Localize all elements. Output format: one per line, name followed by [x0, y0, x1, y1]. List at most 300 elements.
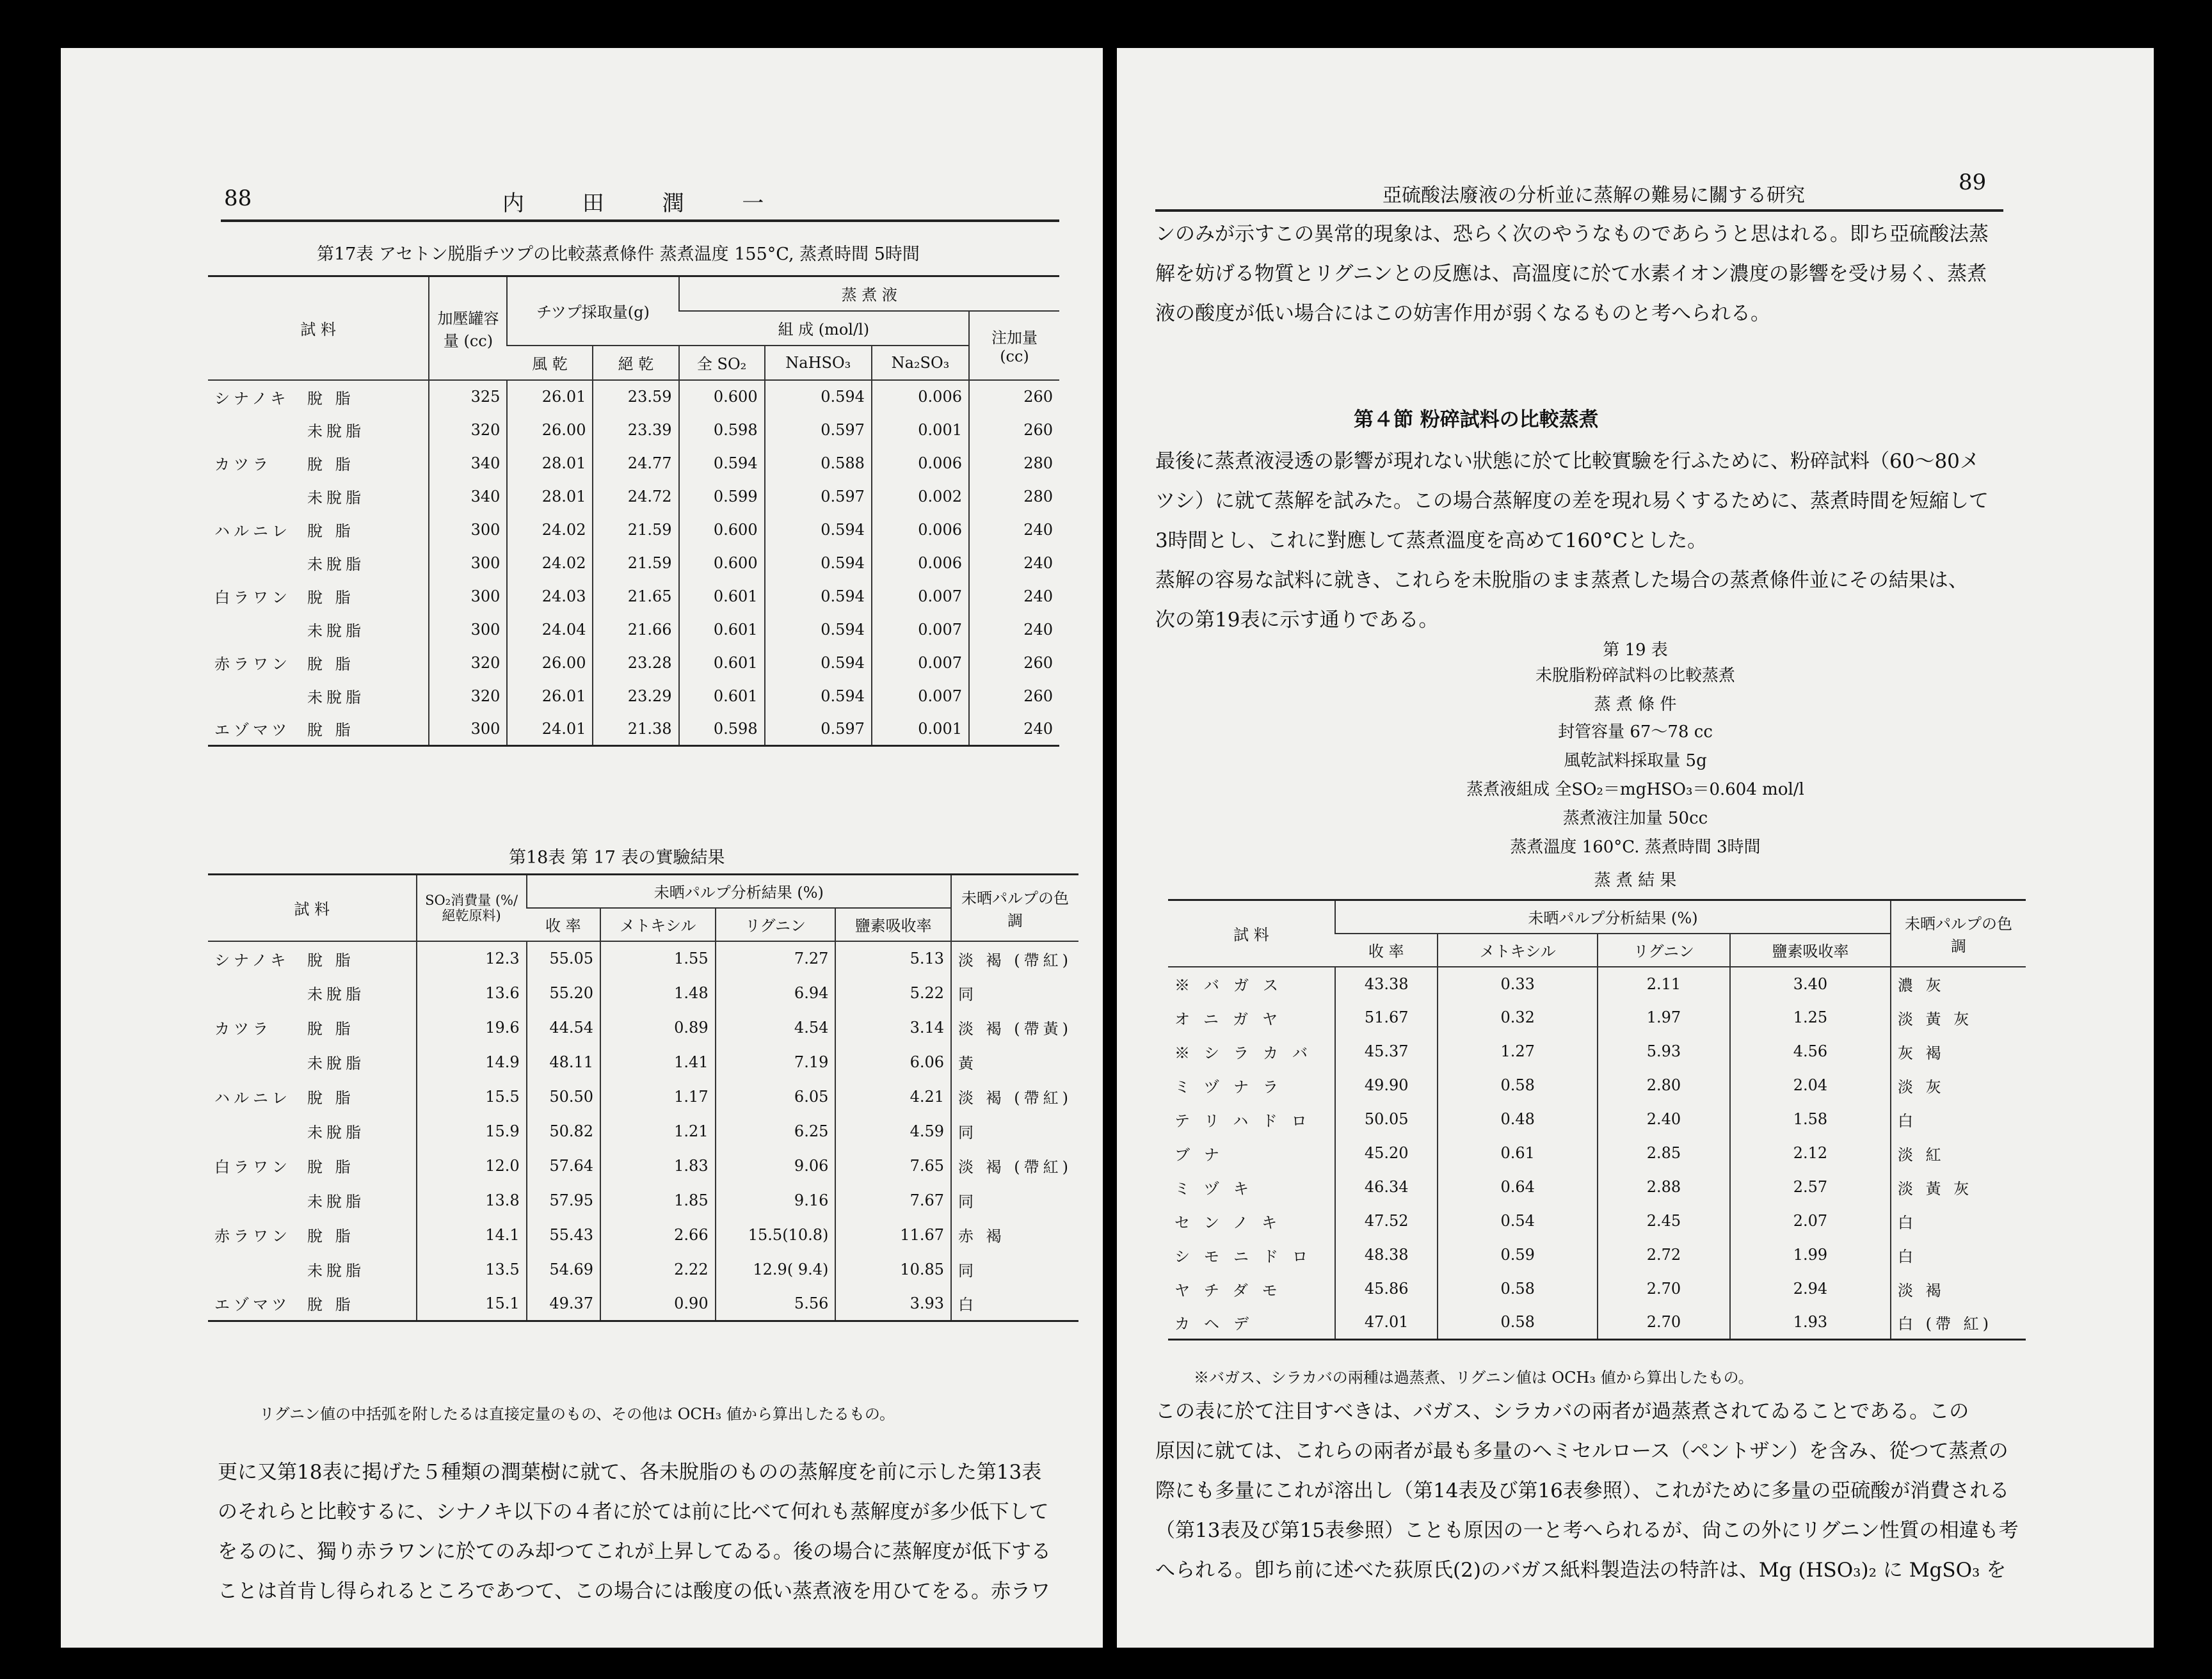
table-17-header-sample: 試 料 — [208, 276, 429, 380]
table-cell-color: 同 — [951, 1252, 1078, 1287]
table-cell-capacity: 300 — [429, 580, 507, 613]
table-cell-yield: 49.37 — [527, 1287, 600, 1321]
sample-wood: シナノキ — [214, 389, 290, 408]
text-line: 次の第19表に示す通りである。 — [1155, 609, 1439, 632]
table-cell-yield: 46.34 — [1335, 1170, 1438, 1204]
table-18-caption: 第18表 第 17 表の實驗結果 — [509, 848, 725, 868]
text-line: へられる。卽ち前に述べた荻原氏(2)のバガス紙料製造法の特許は、Mg (HSO₃)₂ に MgSO₃ を — [1155, 1559, 2007, 1582]
table-18-header-yield: 收 率 — [527, 908, 600, 941]
text-line: 3時間とし、これに對應して蒸煮溫度を高めて160°Cとした。 — [1155, 529, 1708, 552]
table-17-header-so2: 全 SO₂ — [679, 346, 765, 380]
table-cell-sample — [208, 1183, 417, 1218]
table-cell-added: 240 — [969, 613, 1059, 646]
table-19-subtitle: 未脫脂粉碎試料の比較蒸煮 — [1535, 666, 1735, 685]
table-cell-color: 淡 灰 — [1891, 1069, 2026, 1102]
table-cell-yield: 57.95 — [527, 1183, 600, 1218]
table-cell-nahso3: 0.594 — [765, 680, 872, 713]
table-18-header-methoxyl: メトキシル — [600, 908, 716, 941]
table-cell-added: 280 — [969, 480, 1059, 513]
table-cell-abs-dry: 21.65 — [593, 580, 678, 613]
table-cell-sample — [208, 646, 429, 680]
text-line: のそれらと比較するに、シナノキ以下の４者に於ては前に比べて何れも蒸解度が多少低下して — [218, 1500, 1049, 1524]
table-18 — [208, 873, 1078, 1322]
table-cell-capacity: 320 — [429, 413, 507, 447]
table-row — [1168, 1204, 2026, 1238]
author: 内 田 潤 一 — [502, 191, 790, 216]
table-19-header-lignin: リグニン — [1598, 934, 1730, 967]
sample-wood: カツラ — [214, 456, 272, 473]
table-cell-sample: カヘデ — [1174, 1314, 1263, 1333]
table-cell-so2: 0.598 — [679, 713, 765, 746]
table-cell-so2: 0.601 — [679, 646, 765, 680]
table-cell-lignin: 2.70 — [1598, 1306, 1730, 1340]
table-cell-methoxyl: 1.21 — [600, 1114, 716, 1149]
table-19-footnote: ※バガス、シラカバの兩種は過蒸煮、リグニン値は OCH₃ 値から算出したもの。 — [1194, 1369, 1754, 1387]
table-row — [208, 680, 1059, 713]
table-cell-yield: 48.38 — [1335, 1238, 1438, 1272]
table-cell-sample — [208, 1079, 417, 1114]
table-cell-abs-dry: 23.29 — [593, 680, 678, 713]
table-cell-sample — [208, 413, 429, 447]
table-row — [1168, 967, 2026, 1001]
table-cell-chlorine: 2.94 — [1730, 1272, 1891, 1306]
page-number: 88 — [224, 186, 252, 211]
table-cell-so2-consumed: 13.8 — [417, 1183, 527, 1218]
table-cell-color: 淡 褐 (帶紅) — [951, 1149, 1078, 1183]
table-cell-methoxyl: 0.54 — [1438, 1204, 1598, 1238]
sample-condition: 脫 脂 — [307, 1296, 355, 1314]
table-cell-abs-dry: 23.39 — [593, 413, 678, 447]
table-cell-na2so3: 0.006 — [872, 447, 969, 480]
table-row — [208, 1183, 1078, 1218]
table-row — [208, 1114, 1078, 1149]
table-cell-lignin: 12.9( 9.4) — [716, 1252, 836, 1287]
table-cell-so2-consumed: 15.1 — [417, 1287, 527, 1321]
table-cell-sample: ※バガス — [1174, 976, 1292, 994]
table-cell-methoxyl: 0.59 — [1438, 1238, 1598, 1272]
table-17-header-liquor: 蒸 煮 液 — [679, 276, 1059, 311]
table-cell-color: 淡 褐 (帶黃) — [951, 1010, 1078, 1045]
table-cell-nahso3: 0.597 — [765, 713, 872, 746]
table-cell-chlorine: 3.14 — [835, 1010, 951, 1045]
table-cell-sample: センノキ — [1174, 1213, 1292, 1232]
table-cell-sample — [208, 480, 429, 513]
text-line: 蒸解の容易な試料に就き、これらを未脫脂のまま蒸煮した場合の蒸煮條件並にその結果は、 — [1155, 569, 1968, 592]
table-cell-color: 同 — [951, 1183, 1078, 1218]
table-cell-air-dry: 24.04 — [507, 613, 593, 646]
table-cell-methoxyl: 0.90 — [600, 1287, 716, 1321]
table-cell-so2-consumed: 14.1 — [417, 1218, 527, 1252]
table-19-header-sample: 試 料 — [1168, 900, 1335, 967]
table-18-header-so2: SO₂消費量 (%/絕乾原料) — [417, 875, 527, 941]
text-line: 更に又第18表に掲げた５種類の潤葉樹に就て、各未脫脂のものの蒸解度を前に示した第13表 — [218, 1461, 1042, 1484]
table-cell-chlorine: 5.22 — [835, 976, 951, 1010]
table-cell-chlorine: 1.25 — [1730, 1001, 1891, 1035]
table-cell-nahso3: 0.594 — [765, 546, 872, 580]
table-row — [1168, 1102, 2026, 1136]
table-cell-so2: 0.600 — [679, 380, 765, 413]
sample-condition: 脫 脂 — [307, 721, 355, 740]
table-19-condition: 蒸煮溫度 160°C. 蒸煮時間 3時間 — [1510, 838, 1761, 857]
table-cell-sample: ※シラカバ — [1174, 1044, 1322, 1062]
table-cell-yield: 47.52 — [1335, 1204, 1438, 1238]
table-19-condition: 蒸煮液組成 全SO₂＝mgHSO₃＝0.604 mol/l — [1466, 780, 1804, 799]
table-cell-methoxyl: 1.83 — [600, 1149, 716, 1183]
sample-wood: シナノキ — [214, 951, 290, 969]
table-18-body — [208, 941, 1078, 1321]
text-line: ツシ）に就て蒸解を試みた。この場合蒸解度の差を現れ易くするために、蒸煮時間を短縮して — [1155, 489, 1989, 513]
sample-wood: カツラ — [214, 1020, 272, 1038]
table-cell-color: 白 (帶 紅) — [1891, 1306, 2026, 1340]
table-row — [1168, 1306, 2026, 1340]
sample-wood: 赤ラワン — [214, 1227, 291, 1245]
table-cell-yield: 47.01 — [1335, 1306, 1438, 1340]
table-cell-methoxyl: 0.89 — [600, 1010, 716, 1045]
table-cell-capacity: 300 — [429, 713, 507, 746]
sample-condition: 脫 脂 — [307, 1089, 355, 1107]
sample-condition: 未脫脂 — [307, 688, 365, 706]
table-cell-color: 黃 — [951, 1045, 1078, 1079]
table-cell-sample — [208, 580, 429, 613]
table-cell-lignin: 7.19 — [716, 1045, 836, 1079]
table-row — [208, 480, 1059, 513]
table-cell-abs-dry: 24.77 — [593, 447, 678, 480]
table-cell-color: 淡 褐 (帶紅) — [951, 941, 1078, 976]
table-cell-color: 同 — [951, 1114, 1078, 1149]
table-cell-air-dry: 24.03 — [507, 580, 593, 613]
table-cell-added: 260 — [969, 646, 1059, 680]
table-cell-color: 白 — [1891, 1102, 2026, 1136]
table-row — [208, 1149, 1078, 1183]
right-paragraph-2 — [1155, 442, 1989, 640]
sample-condition: 未脫脂 — [307, 622, 365, 640]
table-19-condition: 封管容量 67～78 cc — [1558, 722, 1713, 742]
table-cell-methoxyl: 1.41 — [600, 1045, 716, 1079]
table-cell-yield: 43.38 — [1335, 967, 1438, 1001]
table-cell-sample — [208, 680, 429, 713]
table-cell-chlorine: 2.04 — [1730, 1069, 1891, 1102]
table-19-header-yield: 收 率 — [1335, 934, 1438, 967]
table-cell-na2so3: 0.007 — [872, 646, 969, 680]
table-cell-sample: テリハドロ — [1174, 1111, 1321, 1130]
sample-condition: 未脫脂 — [307, 1262, 365, 1280]
table-cell-chlorine: 4.59 — [835, 1114, 951, 1149]
text-line: 原因に就ては、これらの兩者が最も多量のヘミセルロース（ペントザン）を含み、從つて蒸煮の — [1155, 1440, 2008, 1463]
table-cell-methoxyl: 2.66 — [600, 1218, 716, 1252]
table-cell-chlorine: 4.21 — [835, 1079, 951, 1114]
table-cell-nahso3: 0.594 — [765, 580, 872, 613]
table-row — [208, 1079, 1078, 1114]
table-cell-sample — [208, 1114, 417, 1149]
text-line: 液の酸度が低い場合にはこの妨害作用が弱くなるものと考へられる。 — [1155, 302, 1770, 325]
table-19-body — [1168, 967, 2026, 1340]
table-cell-air-dry: 24.02 — [507, 513, 593, 546]
table-cell-methoxyl: 1.55 — [600, 941, 716, 976]
table-cell-abs-dry: 21.59 — [593, 546, 678, 580]
table-cell-added: 260 — [969, 380, 1059, 413]
table-17-header-na2so3: Na₂SO₃ — [872, 346, 969, 380]
table-cell-chlorine: 3.40 — [1730, 967, 1891, 1001]
table-row — [1168, 1001, 2026, 1035]
left-page — [61, 48, 1103, 1648]
table-cell-methoxyl: 0.58 — [1438, 1272, 1598, 1306]
table-cell-so2-consumed: 12.0 — [417, 1149, 527, 1183]
sample-condition: 未脫脂 — [307, 422, 365, 440]
sample-condition: 脫 脂 — [307, 522, 355, 540]
table-cell-color: 赤 褐 — [951, 1218, 1078, 1252]
table-row — [208, 1287, 1078, 1321]
table-cell-added: 260 — [969, 680, 1059, 713]
table-cell-na2so3: 0.006 — [872, 513, 969, 546]
table-cell-so2: 0.598 — [679, 413, 765, 447]
table-cell-sample: ブナ — [1174, 1145, 1233, 1164]
table-cell-chlorine: 6.06 — [835, 1045, 951, 1079]
table-cell-methoxyl: 1.17 — [600, 1079, 716, 1114]
table-cell-yield: 48.11 — [527, 1045, 600, 1079]
table-cell-na2so3: 0.007 — [872, 580, 969, 613]
table-cell-chlorine: 2.12 — [1730, 1136, 1891, 1170]
table-cell-capacity: 325 — [429, 380, 507, 413]
sample-condition: 脫 脂 — [307, 1158, 355, 1176]
table-cell-methoxyl: 0.58 — [1438, 1069, 1598, 1102]
sample-condition: 未脫脂 — [307, 555, 365, 573]
right-paragraph-1 — [1155, 214, 1989, 333]
table-cell-added: 240 — [969, 580, 1059, 613]
header-rule — [221, 219, 1059, 222]
table-cell-na2so3: 0.007 — [872, 613, 969, 646]
running-header: 亞硫酸法廢液の分析並に蒸解の難易に關する研究 — [1382, 184, 1805, 207]
table-cell-color: 淡 黃 灰 — [1891, 1001, 2026, 1035]
table-cell-added: 240 — [969, 713, 1059, 746]
table-cell-color: 濃 灰 — [1891, 967, 2026, 1001]
sample-condition: 未脫脂 — [307, 489, 365, 507]
table-cell-na2so3: 0.007 — [872, 680, 969, 713]
table-cell-capacity: 320 — [429, 646, 507, 680]
table-cell-so2-consumed: 15.5 — [417, 1079, 527, 1114]
table-cell-yield: 44.54 — [527, 1010, 600, 1045]
table-cell-sample — [208, 1010, 417, 1045]
table-19-header-methoxyl: メトキシル — [1438, 934, 1598, 967]
sample-condition: 未脫脂 — [307, 985, 365, 1003]
table-row — [1168, 1069, 2026, 1102]
table-cell-nahso3: 0.588 — [765, 447, 872, 480]
right-paragraph-3 — [1155, 1392, 2019, 1590]
table-row — [208, 546, 1059, 580]
table-cell-so2: 0.594 — [679, 447, 765, 480]
table-18-header-chlorine: 鹽素吸收率 — [835, 908, 951, 941]
table-cell-nahso3: 0.594 — [765, 646, 872, 680]
table-row — [208, 1045, 1078, 1079]
table-cell-methoxyl: 1.48 — [600, 976, 716, 1010]
table-cell-sample — [208, 380, 429, 413]
table-cell-color: 淡 黃 灰 — [1891, 1170, 2026, 1204]
table-row — [208, 413, 1059, 447]
table-cell-chlorine: 4.56 — [1730, 1035, 1891, 1069]
sample-condition: 脫 脂 — [307, 389, 355, 408]
table-cell-color: 同 — [951, 976, 1078, 1010]
table-cell-color: 白 — [1891, 1238, 2026, 1272]
table-cell-added: 260 — [969, 413, 1059, 447]
table-cell-lignin: 2.80 — [1598, 1069, 1730, 1102]
table-cell-lignin: 9.16 — [716, 1183, 836, 1218]
table-cell-lignin: 2.45 — [1598, 1204, 1730, 1238]
table-cell-yield: 45.37 — [1335, 1035, 1438, 1069]
table-cell-chlorine: 7.67 — [835, 1183, 951, 1218]
sample-wood: ハルニレ — [214, 1089, 291, 1107]
table-cell-added: 240 — [969, 546, 1059, 580]
table-19-header-chlorine: 鹽素吸收率 — [1730, 934, 1891, 967]
table-17-header-composition: 組 成 (mol/l) — [679, 311, 969, 346]
table-cell-sample: ミヅキ — [1174, 1179, 1263, 1198]
table-cell-sample — [208, 546, 429, 580]
table-cell-sample — [208, 1287, 417, 1321]
table-cell-methoxyl: 2.22 — [600, 1252, 716, 1287]
table-cell-lignin: 2.88 — [1598, 1170, 1730, 1204]
table-cell-nahso3: 0.594 — [765, 380, 872, 413]
table-row — [208, 1252, 1078, 1287]
table-cell-nahso3: 0.597 — [765, 480, 872, 513]
table-cell-lignin: 7.27 — [716, 941, 836, 976]
table-cell-lignin: 2.70 — [1598, 1272, 1730, 1306]
table-cell-lignin: 2.11 — [1598, 967, 1730, 1001]
text-line: 解を妨げる物質とリグニンとの反應は、高溫度に於て水素イオン濃度の影響を受け易く、蒸煮 — [1155, 262, 1987, 285]
page-number: 89 — [1959, 170, 1987, 195]
table-cell-yield: 57.64 — [527, 1149, 600, 1183]
table-cell-chlorine: 5.13 — [835, 941, 951, 976]
table-cell-chlorine: 2.07 — [1730, 1204, 1891, 1238]
table-cell-sample — [208, 1045, 417, 1079]
table-cell-so2: 0.599 — [679, 480, 765, 513]
table-cell-so2: 0.601 — [679, 680, 765, 713]
table-cell-lignin: 6.94 — [716, 976, 836, 1010]
table-row — [208, 976, 1078, 1010]
table-cell-methoxyl: 0.48 — [1438, 1102, 1598, 1136]
text-line: この表に於て注目すべきは、バガス、シラカバの兩者が過蒸煮されてゐることである。この — [1155, 1400, 1969, 1423]
table-cell-chlorine: 7.65 — [835, 1149, 951, 1183]
table-cell-so2-consumed: 13.5 — [417, 1252, 527, 1287]
table-cell-abs-dry: 24.72 — [593, 480, 678, 513]
table-cell-methoxyl: 0.33 — [1438, 967, 1598, 1001]
table-cell-capacity: 340 — [429, 447, 507, 480]
table-18-footnote: リグニン値の中括弧を附したるは直接定量のもの、その他は OCH₃ 値から算出したるもの。 — [259, 1405, 895, 1423]
table-cell-abs-dry: 21.59 — [593, 513, 678, 546]
table-18-header-lignin: リグニン — [716, 908, 836, 941]
table-cell-color: 淡 褐 — [1891, 1272, 2026, 1306]
table-cell-na2so3: 0.001 — [872, 713, 969, 746]
text-line: 最後に蒸煮液浸透の影響が現れない狀態に於て比較實驗を行ふために、粉碎試料（60～80メ — [1155, 450, 1980, 473]
table-cell-na2so3: 0.001 — [872, 413, 969, 447]
table-cell-air-dry: 26.01 — [507, 680, 593, 713]
table-row — [208, 646, 1059, 680]
table-cell-abs-dry: 23.59 — [593, 380, 678, 413]
table-cell-so2: 0.600 — [679, 546, 765, 580]
table-18-header-color: 未晒パルプの色調 — [951, 875, 1078, 941]
table-17-header-air-dry: 風 乾 — [507, 346, 593, 380]
table-cell-lignin: 1.97 — [1598, 1001, 1730, 1035]
table-cell-added: 280 — [969, 447, 1059, 480]
sample-condition: 未脫脂 — [307, 1054, 365, 1072]
table-cell-yield: 50.05 — [1335, 1102, 1438, 1136]
table-cell-chlorine: 1.93 — [1730, 1306, 1891, 1340]
table-cell-sample: ヤチダモ — [1174, 1281, 1292, 1300]
table-cell-lignin: 6.25 — [716, 1114, 836, 1149]
table-cell-abs-dry: 23.28 — [593, 646, 678, 680]
table-cell-air-dry: 28.01 — [507, 447, 593, 480]
table-cell-lignin: 6.05 — [716, 1079, 836, 1114]
table-cell-sample: オニガヤ — [1174, 1010, 1292, 1028]
table-cell-chlorine: 1.58 — [1730, 1102, 1891, 1136]
table-cell-capacity: 300 — [429, 546, 507, 580]
table-cell-yield: 55.20 — [527, 976, 600, 1010]
table-cell-sample: ミヅナラ — [1174, 1078, 1292, 1096]
table-17-header-chip: チツプ採取量(g) — [507, 276, 678, 346]
table-18-header-sample: 試 料 — [208, 875, 417, 941]
table-cell-air-dry: 24.01 — [507, 713, 593, 746]
table-cell-yield: 45.20 — [1335, 1136, 1438, 1170]
table-cell-chlorine: 1.99 — [1730, 1238, 1891, 1272]
table-cell-sample — [208, 976, 417, 1010]
table-cell-so2-consumed: 15.9 — [417, 1114, 527, 1149]
table-cell-abs-dry: 21.66 — [593, 613, 678, 646]
table-row — [1168, 1170, 2026, 1204]
table-cell-chlorine: 3.93 — [835, 1287, 951, 1321]
table-cell-air-dry: 26.00 — [507, 646, 593, 680]
table-cell-yield: 50.82 — [527, 1114, 600, 1149]
table-cell-lignin: 9.06 — [716, 1149, 836, 1183]
table-cell-methoxyl: 1.85 — [600, 1183, 716, 1218]
table-row — [1168, 1238, 2026, 1272]
table-cell-chlorine: 11.67 — [835, 1218, 951, 1252]
left-paragraph — [218, 1452, 1051, 1611]
table-row — [208, 941, 1078, 976]
sample-wood: ハルニレ — [214, 522, 291, 540]
table-cell-methoxyl: 0.32 — [1438, 1001, 1598, 1035]
table-cell-so2-consumed: 14.9 — [417, 1045, 527, 1079]
table-cell-yield: 49.90 — [1335, 1069, 1438, 1102]
table-cell-sample — [208, 1218, 417, 1252]
table-row — [1168, 1272, 2026, 1306]
table-cell-sample — [208, 1252, 417, 1287]
table-cell-air-dry: 26.01 — [507, 380, 593, 413]
sample-condition: 脫 脂 — [307, 589, 355, 607]
table-cell-sample — [208, 941, 417, 976]
table-cell-air-dry: 24.02 — [507, 546, 593, 580]
table-cell-air-dry: 26.00 — [507, 413, 593, 447]
table-cell-yield: 55.05 — [527, 941, 600, 976]
table-19-header-pulp: 未晒パルプ分析結果 (%) — [1335, 900, 1891, 934]
table-cell-so2: 0.600 — [679, 513, 765, 546]
table-row — [208, 447, 1059, 480]
table-cell-lignin: 4.54 — [716, 1010, 836, 1045]
table-cell-methoxyl: 0.64 — [1438, 1170, 1598, 1204]
table-cell-methoxyl: 0.58 — [1438, 1306, 1598, 1340]
table-row — [208, 613, 1059, 646]
text-line: （第13表及び第15表參照）ことも原因の一と考へられるが、尙この外にリグニン性質の相違も考 — [1155, 1519, 2019, 1542]
table-cell-color: 淡 褐 (帶紅) — [951, 1079, 1078, 1114]
table-17-header-nahso3: NaHSO₃ — [765, 346, 872, 380]
table-cell-na2so3: 0.006 — [872, 380, 969, 413]
table-cell-yield: 55.43 — [527, 1218, 600, 1252]
sample-condition: 脫 脂 — [307, 1020, 355, 1038]
table-cell-lignin: 15.5(10.8) — [716, 1218, 836, 1252]
table-19-results-title: 蒸 煮 結 果 — [1594, 871, 1677, 890]
sample-wood: 白ラワン — [214, 589, 291, 607]
table-cell-so2-consumed: 13.6 — [417, 976, 527, 1010]
sample-wood: エゾマツ — [214, 721, 291, 740]
table-cell-yield: 45.86 — [1335, 1272, 1438, 1306]
table-cell-sample — [208, 713, 429, 746]
table-cell-color: 白 — [1891, 1204, 2026, 1238]
